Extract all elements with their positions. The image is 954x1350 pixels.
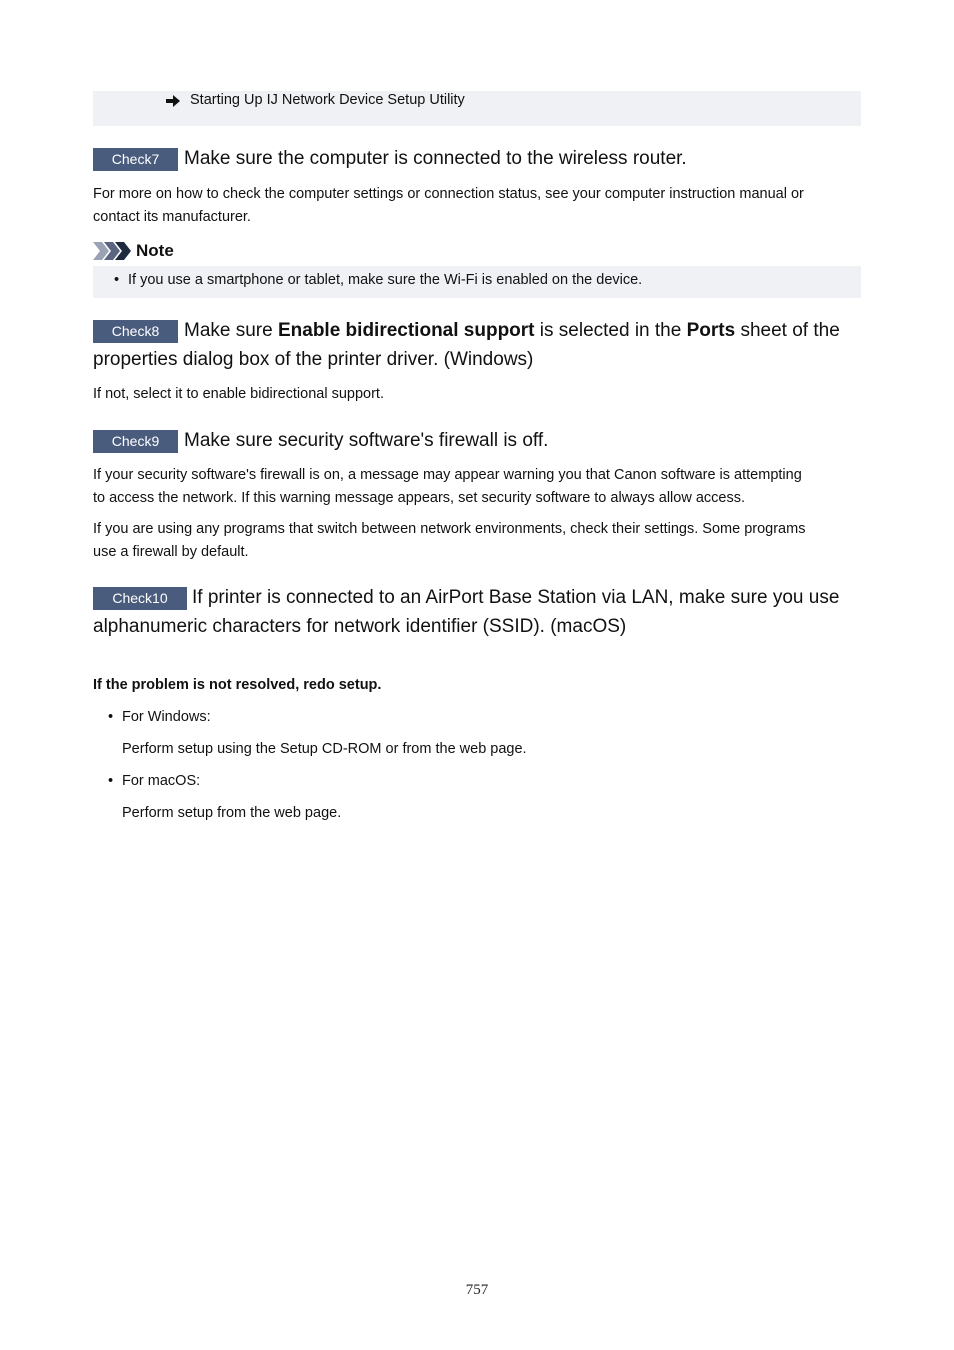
check8-heading-line1: Make sure Enable bidirectional support is selected in the Ports sheet of the xyxy=(184,320,840,341)
windows-item-detail: Perform setup using the Setup CD-ROM or from the web page. xyxy=(122,741,527,757)
note-chevrons-icon xyxy=(93,242,131,260)
right-arrow-icon xyxy=(166,95,180,107)
check8-body: If not, select it to enable bidirectional support. xyxy=(93,386,384,402)
list-bullet: • xyxy=(108,773,114,789)
check7-badge: Check7 xyxy=(93,148,178,171)
check7-body: For more on how to check the computer settings or connection status, see your computer instruction manual or contact its manufacturer. xyxy=(93,186,804,225)
page-number: 757 xyxy=(465,1282,489,1298)
windows-item-label: For Windows: xyxy=(122,709,211,725)
setup-utility-link[interactable]: Starting Up IJ Network Device Setup Utility xyxy=(190,92,465,108)
macos-item-detail: Perform setup from the web page. xyxy=(122,805,342,821)
check9-badge: Check9 xyxy=(93,430,178,453)
macos-item-label: For macOS: xyxy=(122,773,201,789)
note-bullet: • xyxy=(114,272,120,288)
check8-heading-line2: properties dialog box of the printer driver. (Windows) xyxy=(93,349,534,370)
ports-term: Ports xyxy=(686,320,736,341)
check9-paragraph-2: If you are using any programs that switch between network environments, check their settings. Some programs use a firewall by default. xyxy=(93,521,806,560)
redo-setup-title: If the problem is not resolved, redo setup. xyxy=(93,677,382,693)
check9-paragraph-1: If your security software's firewall is on, a message may appear warning you that Canon software is attempting to access the network. If this warning message appears, set security software to always allow access. xyxy=(93,467,802,506)
enable-bidirectional-support-term: Enable bidirectional support xyxy=(277,320,535,341)
note-label: Note xyxy=(136,241,174,260)
related-link-box xyxy=(93,91,861,126)
note-box xyxy=(93,266,861,298)
check10-heading-line1: If printer is connected to an AirPort Base Station via LAN, make sure you use xyxy=(192,587,840,608)
check7-heading: Make sure the computer is connected to the wireless router. xyxy=(184,148,687,169)
list-bullet: • xyxy=(108,709,114,725)
check8-badge: Check8 xyxy=(93,320,178,343)
check9-heading: Make sure security software's firewall is off. xyxy=(184,430,549,451)
note-text: If you use a smartphone or tablet, make sure the Wi-Fi is enabled on the device. xyxy=(128,272,643,288)
check10-heading-line2: alphanumeric characters for network identifier (SSID). (macOS) xyxy=(93,616,627,637)
check10-badge: Check10 xyxy=(93,587,187,610)
